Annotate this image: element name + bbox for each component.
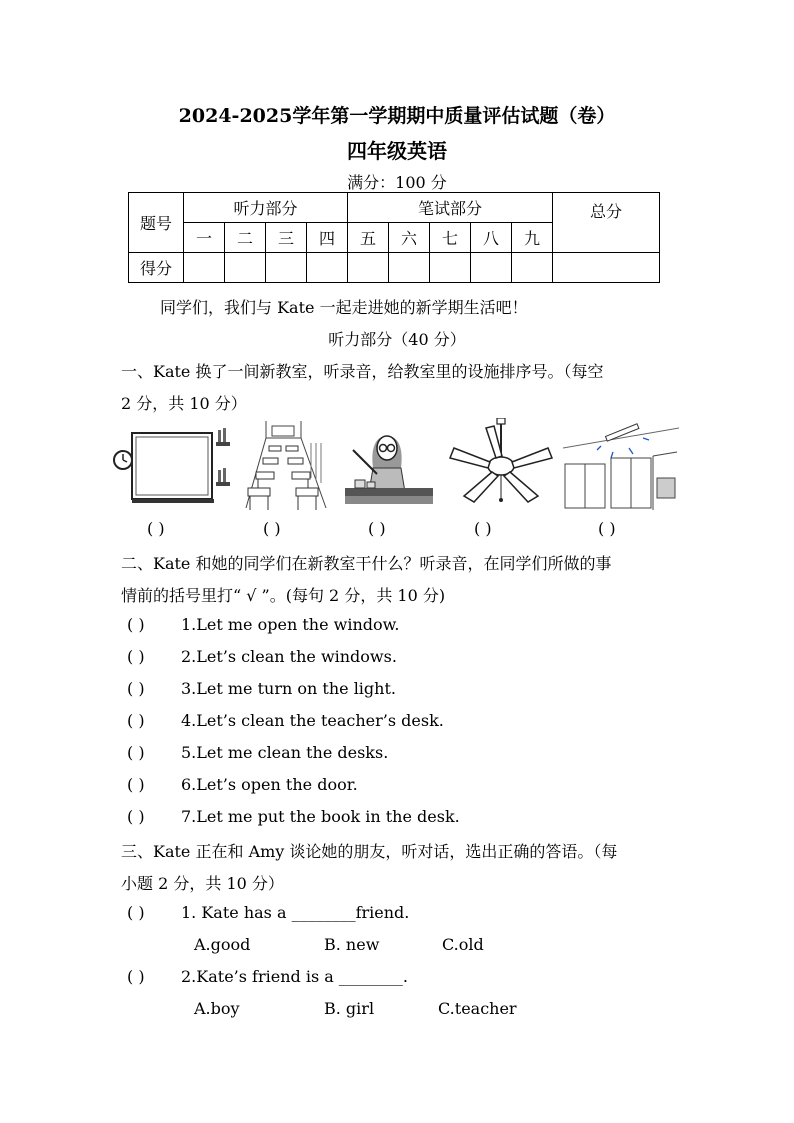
option-b[interactable]: B. new [324, 935, 380, 954]
intro-text: 同学们，我们与 Kate 一起走进她的新学期生活吧！ [160, 298, 528, 317]
list-item: ( ) 1.Let me open the window. [127, 615, 400, 634]
blackboard-picture [108, 418, 233, 513]
num-cell: 六 [389, 223, 430, 253]
option-a[interactable]: A.good [194, 935, 251, 954]
num-cell: 二 [225, 223, 266, 253]
score-cell[interactable] [348, 253, 389, 283]
score-cell[interactable] [266, 253, 307, 283]
num-cell: 八 [471, 223, 512, 253]
option-c[interactable]: C.teacher [438, 999, 517, 1018]
section2-instruction-line1: 二、Kate 和她的同学们在新教室干什么？听录音，在同学们所做的事 [121, 554, 612, 573]
check-bracket[interactable]: ( ) [127, 807, 145, 826]
check-bracket[interactable]: ( ) [127, 679, 145, 698]
answer-blank[interactable]: ( ) [368, 519, 386, 538]
num-cell: 三 [266, 223, 307, 253]
option-a[interactable]: A.boy [194, 999, 240, 1018]
full-mark: 满分：100 分 [347, 173, 447, 192]
row-label: 题号 [129, 193, 184, 253]
list-item: ( ) 5.Let me clean the desks. [127, 743, 389, 762]
answer-bracket[interactable]: ( ) [127, 903, 145, 922]
section3-instruction-line1: 三、Kate 正在和 Amy 谈论她的朋友，听对话，选出正确的答语。（每 [121, 842, 618, 861]
exam-title: 2024-2025学年第一学期期中质量评估试题（卷） [178, 105, 616, 127]
check-bracket[interactable]: ( ) [127, 647, 145, 666]
score-table [128, 192, 660, 283]
num-cell: 九 [512, 223, 553, 253]
question-item: ( ) 2.Kate’s friend is a ________. [127, 967, 408, 986]
list-item: ( ) 2.Let’s clean the windows. [127, 647, 397, 666]
listening-part: 听力部分 [184, 193, 348, 223]
score-cell[interactable] [225, 253, 266, 283]
classroom-desks-picture [236, 418, 331, 513]
score-label: 得分 [129, 253, 184, 283]
section1-instruction-line1: 一、Kate 换了一间新教室，听录音，给教室里的设施排序号。（每空 [121, 362, 604, 381]
total-score-cell[interactable] [553, 253, 660, 283]
check-bracket[interactable]: ( ) [127, 711, 145, 730]
answer-blank[interactable]: ( ) [263, 519, 281, 538]
num-cell: 一 [184, 223, 225, 253]
answer-blank[interactable]: ( ) [147, 519, 165, 538]
listening-header: 听力部分（40 分） [328, 330, 466, 349]
answer-bracket[interactable]: ( ) [127, 967, 145, 986]
num-cell: 五 [348, 223, 389, 253]
list-item: ( ) 7.Let me put the book in the desk. [127, 807, 460, 826]
exam-subtitle: 四年级英语 [347, 139, 447, 163]
num-cell: 七 [430, 223, 471, 253]
score-cell[interactable] [471, 253, 512, 283]
question-item: ( ) 1. Kate has a ________friend. [127, 903, 410, 922]
list-item: ( ) 6.Let’s open the door. [127, 775, 358, 794]
answer-blank[interactable]: ( ) [474, 519, 492, 538]
option-b[interactable]: B. girl [324, 999, 375, 1018]
score-cell[interactable] [389, 253, 430, 283]
num-cell: 四 [307, 223, 348, 253]
option-c[interactable]: C.old [442, 935, 484, 954]
ceiling-light-picture [563, 418, 679, 513]
check-bracket[interactable]: ( ) [127, 775, 145, 794]
answer-blank[interactable]: ( ) [598, 519, 616, 538]
list-item: ( ) 4.Let’s clean the teacher’s desk. [127, 711, 444, 730]
check-bracket[interactable]: ( ) [127, 615, 145, 634]
ceiling-fan-picture [446, 418, 556, 513]
score-cell[interactable] [307, 253, 348, 283]
list-item: ( ) 3.Let me turn on the light. [127, 679, 396, 698]
section2-instruction-line2: 情前的括号里打“ √ ”。(每句 2 分，共 10 分) [121, 586, 446, 605]
section1-instruction-line2: 2 分，共 10 分） [121, 394, 247, 413]
section3-instruction-line2: 小题 2 分，共 10 分） [121, 874, 284, 893]
writing-part: 笔试部分 [348, 193, 553, 223]
score-cell[interactable] [430, 253, 471, 283]
total-label: 总分 [553, 193, 660, 253]
teacher-desk-picture [343, 418, 435, 513]
score-cell[interactable] [512, 253, 553, 283]
score-cell[interactable] [184, 253, 225, 283]
check-bracket[interactable]: ( ) [127, 743, 145, 762]
